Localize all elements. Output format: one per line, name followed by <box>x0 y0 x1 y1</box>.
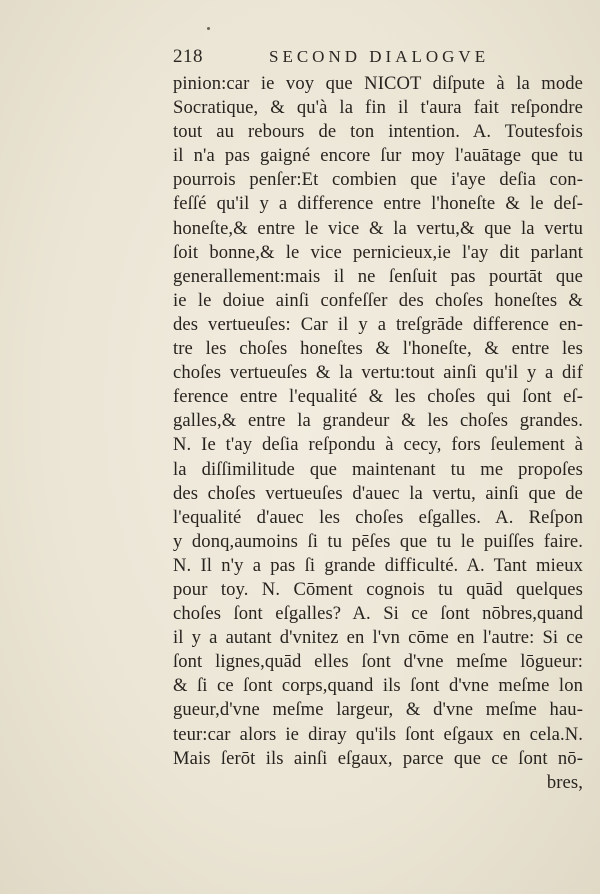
text-line: N. Il n'y a pas ſi grande difficulté. A. Tant mieux <box>173 554 583 576</box>
text-line: tre les choſes honeſtes & l'honeſte, & entre les <box>173 338 583 360</box>
text-line: teur:car alors ie diray qu'ils ſont eſgaux en cela.N. <box>173 723 583 745</box>
text-line: pourrois penſer:Et combien que i'aye deſia con- <box>173 169 583 191</box>
running-head: SECOND DIALOGVE <box>269 47 490 66</box>
text-line: choſes ſont eſgalles? A. Si ce ſont nōbres,quand <box>173 603 583 625</box>
text-line: choſes vertueuſes & la vertu:tout ainſi qu'il y a dif <box>173 362 583 384</box>
text-line: ſoit bonne,& le vice pernicieux,ie l'ay dit parlant <box>173 241 583 263</box>
text-line: la diſſimilitude que maintenant tu me propoſes <box>173 458 583 480</box>
ink-speck <box>207 27 210 30</box>
text-line: N. Ie t'ay deſia reſpondu à cecy, fors ſeulement à <box>173 434 583 456</box>
text-line: gueur,d'vne meſme largeur, & d'vne meſme hau- <box>173 699 583 721</box>
text-line: feſſé qu'il y a difference entre l'honeſte & le deſ- <box>173 193 583 215</box>
text-line: Socratique, & qu'à la fin il t'aura fait reſpondre <box>173 97 583 119</box>
text-line: des vertueuſes: Car il y a treſgrāde difference en- <box>173 313 583 335</box>
text-line: & ſi ce ſont corps,quand ils ſont d'vne meſme lon <box>173 675 583 697</box>
text-line: pour toy. N. Cōment cognois tu quād quelques <box>173 578 583 600</box>
text-line: honeſte,& entre le vice & la vertu,& que la vertu <box>173 217 583 239</box>
catchword: bres, <box>546 771 583 793</box>
text-line: il n'a pas gaigné encore ſur moy l'auātage que tu <box>173 145 583 167</box>
page-header <box>173 46 583 72</box>
page-number: 218 <box>173 46 203 67</box>
text-line: ſont lignes,quād elles ſont d'vne meſme lōgueur: <box>173 651 583 673</box>
text-line: ie le doiue ainſi confeſſer des choſes honeſtes & <box>173 289 583 311</box>
text-line: ference entre l'equalité & les choſes qui ſont eſ- <box>173 386 583 408</box>
body-text <box>173 72 583 795</box>
text-line: y donq,aumoins ſi tu pēſes que tu le puiſſes faire. <box>173 530 583 552</box>
text-line: il y a autant d'vnitez en l'vn cōme en l'autre: Si ce <box>173 627 583 649</box>
text-line: tout au rebours de ton intention. A. Toutesfois <box>173 121 583 143</box>
text-line: Mais ſerōt ils ainſi eſgaux, parce que ce ſont nō- <box>173 747 583 769</box>
text-line: des choſes vertueuſes d'auec la vertu, ainſi que de <box>173 482 583 504</box>
text-line: l'equalité d'auec les choſes eſgalles. A. Reſpon <box>173 506 583 528</box>
text-line: pinion:car ie voy que NICOT diſpute à la mode <box>173 73 583 94</box>
text-line: generallement:mais il ne ſenſuit pas pourtāt que <box>173 265 583 287</box>
text-line: galles,& entre la grandeur & les choſes grandes. <box>173 410 583 432</box>
